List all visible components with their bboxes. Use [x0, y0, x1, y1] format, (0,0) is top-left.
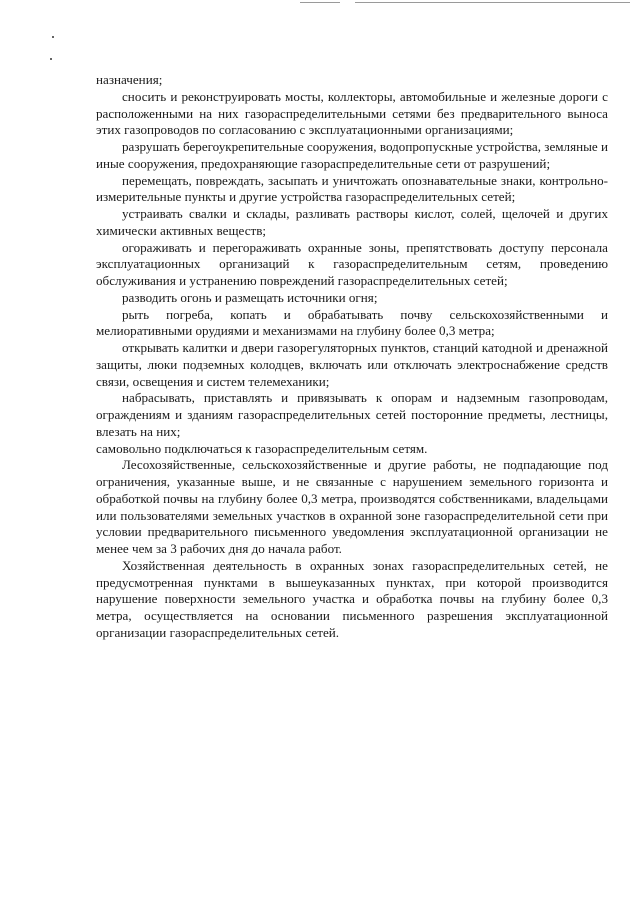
scan-speck	[52, 36, 54, 38]
paragraph: рыть погреба, копать и обрабатывать почву сельскохозяйственными и мелиоративными орудиями и механизмами на глубину более 0,3 метра;	[96, 306, 608, 339]
paragraph: разводить огонь и размещать источники огня;	[122, 289, 378, 305]
paragraph: огораживать и перегораживать охранные зоны, препятствовать доступу персонала эксплуатационных организаций к газораспределительным сетям, проведению обслуживания и устранению повреждений газораспределительных сетей;	[96, 239, 608, 288]
paragraph: перемещать, повреждать, засыпать и уничтожать опознавательные знаки, контрольно-измерительные пункты и другие устройства газораспределительных сетей;	[96, 172, 608, 205]
paragraph: разрушать берегоукрепительные сооружения, водопропускные устройства, земляные и иные сооружения, предохраняющие газораспределительные сети от разрушений;	[96, 139, 609, 171]
scan-speck	[50, 58, 52, 60]
paragraph: Лесохозяйственные, сельскохозяйственные и другие работы, не подпадающие под ограничения, указанные выше, и не связанные с нарушением земельного горизонта и обработкой почвы на глубину более 0,3 метра, производятся собственниками, владельцами или пользователями земельных участков в охранной зоне газораспределительной сети при условии предварительного письменного уведомления эксплуатационной организации не менее чем за 3 рабочих дня до начала работ.	[96, 457, 608, 556]
paragraph: устраивать свалки и склады, разливать растворы кислот, солей, щелочей и других химически активных веществ;	[96, 206, 608, 238]
paragraph: сносить и реконструировать мосты, коллекторы, автомобильные и железные дороги с расположенными на них газораспределительными сетями без предварительного выноса этих газопроводов по согласованию с эксплуатационными организациями;	[96, 88, 608, 138]
scan-artifact-line	[300, 2, 340, 3]
scan-artifact-line	[355, 2, 630, 3]
paragraph: набрасывать, приставлять и привязывать к опорам и надземным газопроводам, ограждениям и зданиям газораспределительных сетей посторонние предметы, лестницы, влезать на них;	[96, 390, 608, 439]
paragraph: открывать калитки и двери газорегуляторных пунктов, станций катодной и дренажной защиты, люки подземных колодцев, включать или отключать электроснабжение средств связи, освещения и систем телемеханики;	[96, 340, 608, 389]
paragraph: назначения;	[96, 72, 163, 87]
paragraph: Хозяйственная деятельность в охранных зонах газораспределительных сетей, не предусмотренная пунктами в вышеуказанных пунктах, при которой производится нарушение поверхности земельного участка и обработка почвы на глубину более 0,3 метра, осуществляется на основании письменного разрешения эксплуатационной организации газораспределительных сетей.	[96, 557, 608, 640]
document-body	[96, 72, 608, 642]
paragraph: самовольно подключаться к газораспределительным сетям.	[96, 440, 428, 456]
